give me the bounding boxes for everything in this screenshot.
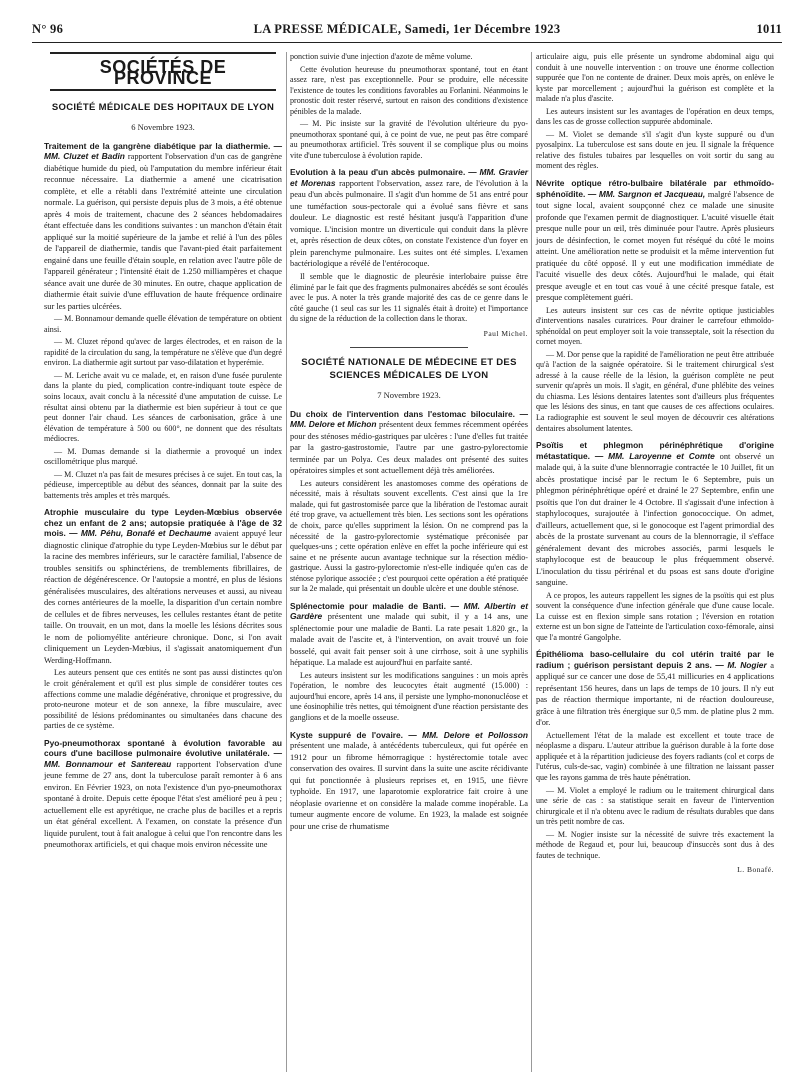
article-title: Psoïtis et phlegmon périnéphrétique d'origine métastatique.: [536, 440, 774, 461]
article-heading: [536, 649, 774, 729]
paragraph: — M. Violet a employé le radium ou le traitement chirurgical dans une série de cas : sa statistique serait en faveur de l'intervention chirurgicale et il n'a obtenu avec le radium de résultats durables que dans un très petit nombre de cas.: [536, 785, 774, 827]
issue-number: N° 96: [32, 22, 64, 36]
signature: L. Bonafé.: [737, 865, 774, 875]
column-1: [44, 52, 282, 853]
article-authors: — MM. Delore et Michon: [290, 408, 528, 430]
article-heading: [44, 738, 282, 851]
society-heading: SOCIÉTÉ MÉDICALE DES HOPITAUX DE LYON: [51, 102, 275, 114]
article-authors: — MM. Gravier et Morenas: [290, 167, 528, 188]
column-2: [290, 52, 528, 834]
article-authors: — MM. Bonnamour et Santereau: [44, 748, 282, 769]
paragraph: — M. Dor pense que la rapidité de l'amélioration ne peut être attribuée qu'à l'action de la saignée opératoire. Si le traitement chirurgical s'est adressé à la cause réelle de la lésion, la guérison complète ne peut survenir qu'après un mois. Il s'agit, en général, d'une phlébite des veines du chiasma. Les lésions dentaires latentes sont d'ailleurs plus fréquentes que les lésions des sinus, en tant que causes de ces affections oculaires. La radiographie est souvent le seul moyen de découvrir ces altérations dentaires absolument latentes.: [536, 349, 774, 433]
article-heading: [44, 507, 282, 666]
article-title: Épithélioma baso-cellulaire du col utérin traité par le radium ; guérison persistant depuis 2 ans.: [536, 649, 774, 670]
article-heading: [536, 178, 774, 304]
article-heading: [290, 167, 528, 270]
journal-title: LA PRESSE MÉDICALE, Samedi, 1er Décembre 1923: [253, 22, 561, 36]
paragraph: ponction suivie d'une injection d'azote de même volume.: [290, 52, 473, 61]
signature: Paul Michel.: [483, 328, 528, 338]
paragraph: — M. Leriche avait vu ce malade, et, en raison d'une fusée purulente dans la plante du pied, complication contre-indiquant toute espèce de soins locaux, avait conclu à la nécessité d'une amputation de cuisse. Le résultat ainsi obtenu par la diathermie est bien supérieur à tout ce que peut donner l'air chaud. Les séances de carbonisation, grâce à une élévation de température à 500 ou 600°, ne donnent que des résultats médiocres.: [44, 370, 282, 444]
column-divider: [286, 52, 287, 1072]
paragraph: — M. Pic insiste sur la gravité de l'évolution ultérieure du pyo-pneumothorax spontané qui, à ce point de vue, ne peut pas être comparé au pneumothorax artificiel. Très souvent il se complique plus ou moins vite d'une tuberculose à évolution rapide.: [290, 119, 528, 160]
paragraph: présentent deux femmes récemment opérées pour des sténoses médio-gastriques par ulcères : l'une d'elles fut traitée par la gastro-gastrostomie, l'autre par une gastro-pylorectomie terminée par un Polya. Ces deux malades ont présenté des suites opératoires simples et sont actuellement déjà très améliorées.: [290, 420, 528, 476]
paragraph: Il semble que le diagnostic de pleurésie interlobaire puisse être éliminé par le fait que des fragments pulmonaires abcédés se sont écoulés avec le pus. A noter la très grande majorité des cas de ce genre dans le côté gauche (1 seul cas sur les 11 signalés était à droite) et l'importance du signe de la réduction de la collection dans le thorax.: [290, 271, 528, 324]
paragraph: Cette évolution heureuse du pneumothorax spontané, tout en étant assez rare, n'est pas exceptionnelle. Pour se produire, elle nécessite l'existence de toutes les conditions favorables au Forlanini. Néanmoins le pronostic doit rester réservé, surtout en raison des conditions d'existence pénibles de la malade.: [290, 64, 528, 116]
paragraph: — M. Violet se demande s'il s'agit d'un kyste suppuré ou d'un pyosalpinx. La tuberculose est sans doute en jeu. Il signale la fréquence relative des fistules tubaires par lesquelles on voit sortir du sang au moment des règles.: [536, 129, 774, 171]
paragraph: — M. Cluzet répond qu'avec de larges électrodes, et en raison de la rapidité de la circulation du sang, la température ne s'élève que d'un degré environ. La diathermie agit surtout par vaso-dilatation et hyperémie.: [44, 337, 282, 368]
article-authors: — MM. Laroyenne et Comte: [594, 450, 715, 461]
paragraph: Les auteurs pensent que ces entités ne sont pas aussi distinctes qu'on le croit généralement et qu'il est plus simple de considérer toutes ces affections comme une maladie dégénérative, chronique et progressive, du proto-neurone moteur et de son annexe, la fibre musculaire, avec possibilité de lésions prédominantes ou simultanées dans chacune des parties de ce système.: [44, 668, 282, 731]
article-authors: — MM. Albertin et Gardère: [290, 600, 528, 622]
article-heading: [44, 141, 282, 313]
paragraph: — M. Cluzet n'a pas fait de mesures précises à ce sujet. En tout cas, la pédieuse, imperceptible au début des séances, donnait par la suite des battements très amples et très marqués.: [44, 469, 282, 500]
header-rule: [32, 42, 782, 43]
paragraph: Les auteurs insistent sur les modifications sanguines : un mois après l'opération, le nombre des leucocytes était augmenté (15.000) : aujourd'hui encore, après 14 ans, il persiste une lympho-mononucléose et une éosinophilie très nettes, qui témoignent d'une réaction persistante des ganglions et de la moelle osseuse.: [290, 670, 528, 722]
society-heading: SOCIÉTÉ NATIONALE DE MÉDECINE ET DES SCIENCES MÉDICALES DE LYON: [301, 357, 517, 382]
paragraph: Les auteurs considèrent les anastomoses comme des opérations de nécessité, mais à résultats souvent excellents. C'est ainsi que la 1re malade, qui fut gastrostomisée parce que la libération de l'estomac aurait été trop grave, va actuellement très bien. Les sections sont les opérations de choix, parce qu'elles suppriment la lésion. On ne comprend pas la nécessité de la gastro-pylorectomie systématique préconisée par quelques-uns ; cette opération enlève en effet la poche inférieure qui est saine et ne présente aucun avantage technique sur la résection médio-gastrique. Aussi la gastro-pylorectomie n'est-elle indiquée qu'en cas de sténose pylorique associée ; c'est pourquoi cette opération a été pratiquée sur la 2e malade, qui présentait un double ulcère et une double sténose.: [290, 478, 528, 594]
article-title: Atrophie musculaire du type Leyden-Mœbius observée chez un enfant de 2 ans; autopsie pratiquée à l'âge de 32 mois.: [44, 507, 282, 539]
article-heading: [290, 601, 528, 669]
article-title: Traitement de la gangrène diabétique par la diathermie.: [44, 140, 271, 151]
article-authors: — MM. Cluzet et Badin: [44, 140, 282, 162]
article-title: Evolution à la peau d'un abcès pulmonaire.: [290, 167, 466, 178]
column-3: [536, 52, 774, 880]
paragraph: Les auteurs insistent sur ces cas de névrite optique justiciables d'interventions nasales curatrices. Pour drainer le carrefour ethmoïdo-sphénoïdal on peut employer soit la voie transseptale, soit la résection du cornet moyen.: [536, 305, 774, 347]
article-heading: [536, 440, 774, 589]
article-authors: — MM. Delore et Pollosson: [408, 729, 528, 740]
session-date: 7 Novembre 1923.: [377, 390, 441, 401]
paragraph: présentent une malade qui subit, il y a 14 ans, une splénectomie pour une maladie de Banti. La rate pesait 1.820 gr., la malade avait de l'ascite et, à l'intervention, on avait trouvé un foie bosselé, qui avait fait penser soit à une cirrhose, soit à une syphilis hépatique. La malade est aujourd'hui en parfaite santé.: [290, 612, 528, 668]
article-title: Névrite optique rétro-bulbaire bilatérale par ethmoïdo-sphénoïdite.: [536, 178, 774, 199]
paragraph: présentent une malade, à antécédents tuberculeux, qui fut opérée en 1912 pour un fibrome hémorragique : hystérectomie totale avec conservation des ovaires. Il survint dans la suite une ascite récidivante qui fut ponctionnée à plusieurs reprises et, en 1915, une fièvre typhoïde. En 1917, une laparotomie exploratrice fait croire à une néoplasie ovarienne et on considère la malade comme inopérable. La tumeur augmente encore de volume. En 1923, la malade est soignée pour une crise de rhumatisme: [290, 741, 528, 831]
article-authors: — M. Nogier: [715, 659, 767, 670]
paragraph: — M. Nogier insiste sur la nécessité de suivre très exactement la méthode de Regaud et, pour lui, beaucoup d'insuccès sont dus à des fautes de technique.: [536, 829, 774, 860]
paragraph: rapportent l'observation d'un cas de gangrène diabétique humide du pied, où l'amputation du membre inférieur était reconnue nécessaire. La diathermie a amené une cicatrisation complète, et elle a rétabli dans l'extrémité atteinte une circulation normale. La guérison, qui persiste depuis plus de 3 mois, a été obtenue après 4 mois de traitement, chacune des 2 séances hebdomadaires étant effectuée dans les conditions suivantes : un manchon d'étain était appliqué sur la moitié supérieure de la jambe et relié à l'un des pôles de l'appareil de diathermie, tandis que l'avant-pied était parfaitement engainé dans une feuille d'étain souple, en relation avec l'autre pôle de l'appareil générateur ; l'intensité était de 1.250 milliampères et chaque séance avait une durée de 30 minutes. En outre, chaque application de diathermie était suivie d'une effluvation de haute fréquence ordinaire sur les parties ulcérées.: [44, 152, 283, 311]
section-separator: [350, 347, 468, 348]
page-number: 1011: [756, 22, 782, 36]
paragraph: malgré l'absence de tout signe local, avaient soupçonné chez ce malade une sinusite profonde que l'examen permit de diagnostiquer. L'acuité visuelle était presque nulle pour un œil, très diminuée pour l'autre. Après plusieurs jours de désinfection, le cornet moyen fut réséqué du côté le moins atteint. Une amélioration nette se produisit et la même intervention fut pratiquée du côté opposé. Il y eut une modification immédiate de l'acuité visuelle des deux côtés. Aujourd'hui le malade, qui était presque aveugle et en tout cas voué à une cécité presque fatale, est presque complètement guéri.: [536, 189, 775, 303]
article-authors: — MM. Péhu, Bonafé et Dechaume: [69, 528, 212, 539]
article-heading: [290, 409, 528, 477]
article-title: Splénectomie pour maladie de Banti.: [290, 600, 446, 611]
paragraph: A ce propos, les auteurs rappellent les signes de la psoïtis qui est plus souvent la conséquence d'une infection générale que d'une cause locale. La cuisse est en flexion simple sans rotation ; l'éversion en rotation externe est un bon signe de l'atteinte de l'articulation coxo-fémorale, ainsi que l'a montré Gangolphe.: [536, 590, 774, 642]
page-header: [32, 22, 782, 40]
paragraph: ont observé un malade qui, à la suite d'une blennorragie contractée le 10 Juillet, fit un abcès prostatique incisé par le rectum le 6 Septembre, puis un phlegmon périnéphrétique opéré et drainé le 27 Septembre, enfin une psoïtis que l'on dut drainer le 4 Octobre. Il s'agissait d'une infection à staphylocoques, surajoutée à l'infection gonococcique. On admet, d'ailleurs, actuellement que, si le gonocoque est l'agent primordial des abcès de la prostate survenant au cours de la blennorragie, il s'efface généralement devant des microbes associés, parmi lesquels le staphylocoque est de beaucoup le plus fréquemment observé. L'inoculation du tissu périrénal et du psoas est sans doute d'origine sanguine.: [536, 451, 775, 588]
paragraph: rapportent l'observation d'une jeune femme de 27 ans, dont la tuberculose paraît remonter à 6 ans environ. En Février 1923, on nota l'existence d'un pyo-pneumothorax spontané à droite. Depuis cette époque l'état s'est amélioré peu à peu ; actuellement elle est apyrétique, ne crache plus de bacilles et a repris un état général excellent. A l'examen, on constate la présence d'un liquide purulent, tout à fait analogue à celui que l'on rencontre dans les pneumothorax artificiels, et qui chaque mois environ nécessite une: [44, 759, 282, 850]
paragraph: — M. Dumas demande si la diathermie a provoqué un index oscillométrique plus marqué.: [44, 446, 282, 467]
session-date: 6 Novembre 1923.: [131, 122, 195, 133]
article-authors: — MM. Sargnon et Jacqueau,: [587, 188, 706, 199]
article-title: Du choix de l'intervention dans l'estomac biloculaire.: [290, 408, 515, 419]
paragraph: Les auteurs insistent sur les avantages de l'opération en deux temps, dans les cas de grosse collection suppurée abdominale.: [536, 106, 774, 127]
paragraph: a appliqué sur ce cancer une dose de 55,41 millicuries en 4 applications représentant 156 heures, dans un laps de temps de 10 jours. Il n'y eut pas de réaction thermique importante, ni de réaction douloureuse, grâce à une filtration très énergique sur 0,5 mm. de platine plus 2 mm. d'or.: [536, 660, 774, 728]
paragraph: avaient appuyé leur diagnostic clinique d'atrophie du type Leyden-Mœbius sur le début par la racine des membres inférieurs, sur le caractère familial, l'absence de troubles sensitifs ou sphinctériens, de tremblements fibrillaires, de réaction de dégénérescence. Or l'autopsie a montré, en plus de lésions généralisées musculaires, des altérations nerveuses et aussi, au niveau des cornes antérieures de la moelle, la disparition d'un certain nombre de cellules et de fibres nerveuses, les cellules restantes étant de petite taille. On trouvait, en un mot, dans la moelle les lésions décrites sous le nom de poliomyélite antérieure chronique. Donc, si l'on avait cliniquement un Leyden-Mœbius, il s'agissait anatomiquement d'un Werding-Hoffmann.: [44, 529, 283, 665]
section-banner: SOCIÉTÉS DE PROVINCE: [50, 52, 276, 91]
paragraph: rapportent l'observation, assez rare, de l'évolution à la peau d'un abcès pulmonaire. Il s'agit d'un homme de 51 ans entré pour une tuméfaction sous-pectorale qui a évolué sans fièvre et sans douleur. Le diagnostic est resté hésitant jusqu'à l'apparition d'une vomique. L'incision montre un diverticule qui conduit dans la plèvre et, après résection de deux côtes, on constate l'existence d'un foyer en plein parenchyme pulmonaire. Les suites ont été simples. L'examen bactériologique a révélé de l'entérocoque.: [290, 178, 529, 269]
paragraph: — M. Bonnamour demande quelle élévation de température on obtient ainsi.: [44, 314, 282, 334]
column-divider: [531, 52, 532, 1072]
article-title: Kyste suppuré de l'ovaire.: [290, 729, 404, 740]
paragraph: Actuellement l'état de la malade est excellent et toute trace de néoplasme a disparu. L'auteur attribue la guérison durable à la forte dose appliquée et à la répartition judicieuse des foyers radiants (col et corps de l'utérus, culs-de-sac, vagin) combinée à une filtration ne laissant passer que les rayons gamma de très haute pénétration.: [536, 730, 774, 782]
paragraph: articulaire aigu, puis elle présente un syndrome abdominal aigu qui conduit à une nouvelle intervention : on trouve une énorme collection suppurée que l'on ne contente de drainer. Deux mois après, on enlève le kyste par morcellement ; aujourd'hui la guérison est complète et la malade n'a plus d'ascite.: [536, 52, 774, 104]
article-heading: [290, 730, 528, 833]
article-title: Pyo-pneumothorax spontané à évolution favorable au cours d'une bacillose pulmonaire évolutive unilatérale.: [44, 737, 282, 759]
